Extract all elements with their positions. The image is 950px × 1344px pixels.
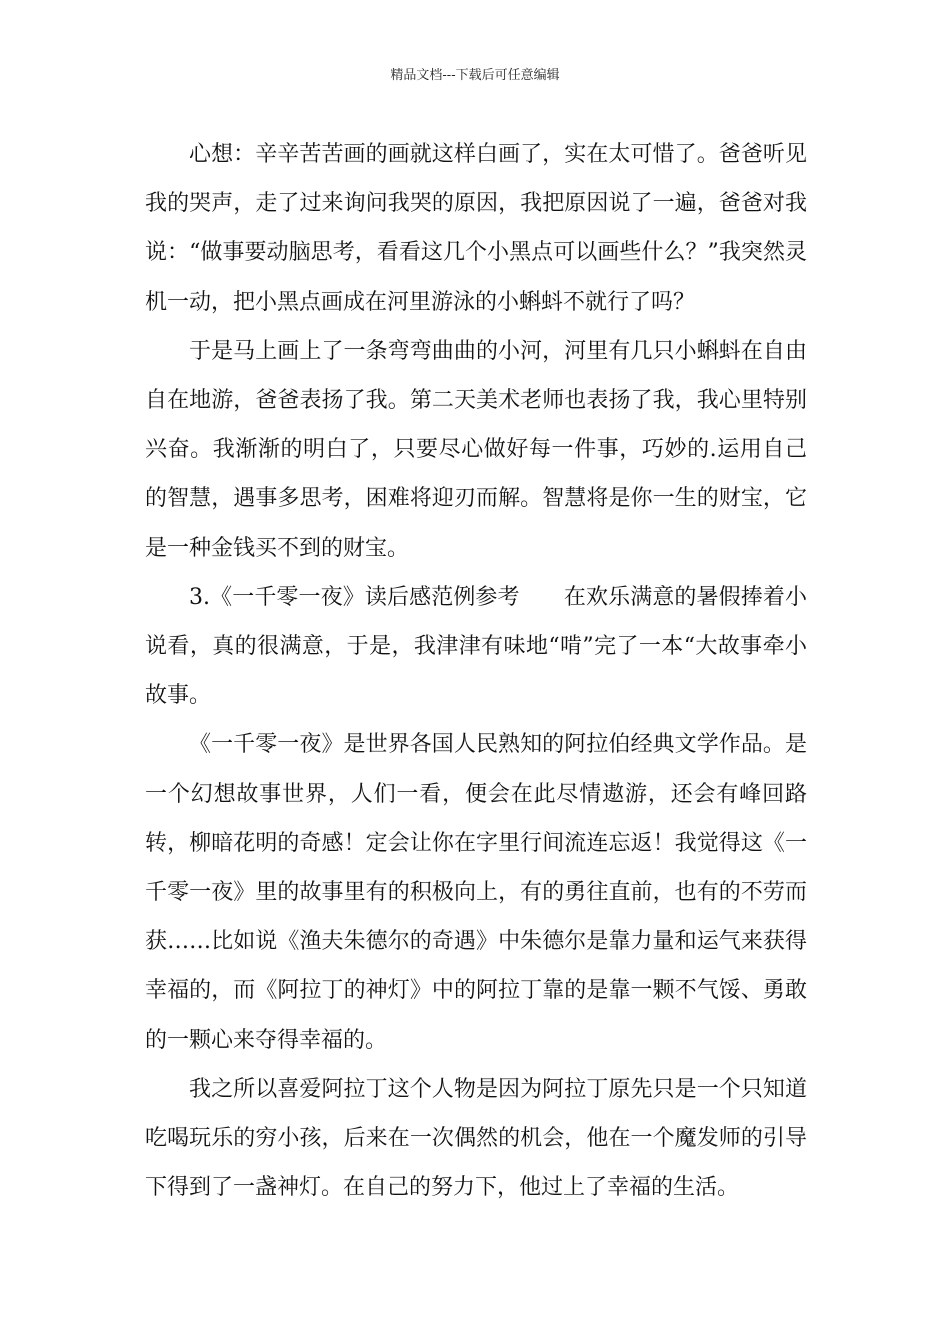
paragraph-5: 我之所以喜爱阿拉丁这个人物是因为阿拉丁原先只是一个只知道吃喝玩乐的穷小孩，后来在一次偶然的机会，他在一个魔发师的引导下得到了一盏神灯。在自己的努力下，他过上了幸福的生活。: [145, 1076, 807, 1201]
page-header: 精品文档---下载后可任意编辑: [390, 68, 560, 83]
paragraph-3: 3.《一千零一夜》读后感范例参考 在欢乐满意的暑假捧着小说看，真的很满意，于是，我津津有味地“啃”完了一本“大故事牵小故事。: [145, 584, 807, 709]
paragraph-2: 于是马上画上了一条弯弯曲曲的小河，河里有几只小蝌蚪在自由自在地游，爸爸表扬了我。第二天美术老师也表扬了我，我心里特别兴奋。我渐渐的明白了，只要尽心做好每一件事，巧妙的.运用自己的智慧，遇事多思考，困难将迎刃而解。智慧将是你一生的财宝，它是一种金钱买不到的财宝。: [145, 338, 807, 561]
paragraph-4: 《一千零一夜》是世界各国人民熟知的阿拉伯经典文学作品。是一个幻想故事世界，人们一看，便会在此尽情遨游，还会有峰回路转，柳暗花明的奇感！定会让你在字里行间流连忘返！我觉得这《一千零一夜》里的故事里有的积极向上，有的勇往直前，也有的不劳而获……比如说《渔夫朱德尔的奇遇》中朱德尔是靠力量和运气来获得幸福的，而《阿拉丁的神灯》中的阿拉丁靠的是靠一颗不气馁、勇敢的一颗心来夺得幸福的。: [145, 732, 807, 1053]
paragraph-1: 心想：辛辛苦苦画的画就这样白画了，实在太可惜了。爸爸听见我的哭声，走了过来询问我哭的原因，我把原因说了一遍，爸爸对我说：“做事要动脑思考，看看这几个小黑点可以画些什么？”我突然灵机一动，把小黑点画成在河里游泳的小蝌蚪不就行了吗？: [145, 142, 807, 315]
document-body: [145, 130, 807, 1212]
